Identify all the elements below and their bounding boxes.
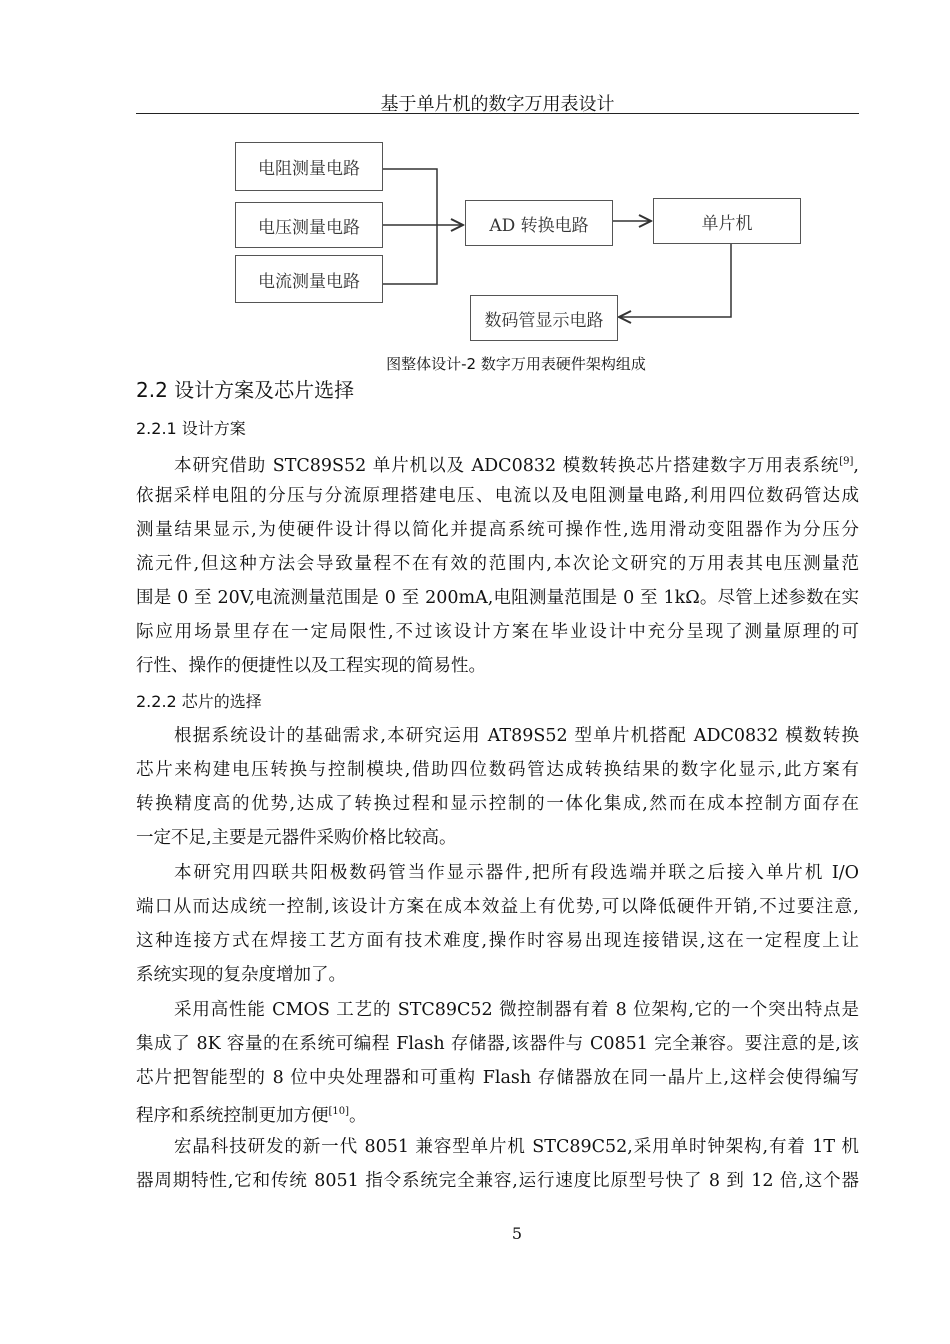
paragraph-line: 芯片来构建电压转换与控制模块,借助四位数码管达成转换结果的数字化显示,此方案有 (136, 760, 859, 780)
box-adc-circuit: AD 转换电路 (465, 200, 613, 246)
paragraph-line: 本研究借助 STC89S52 单片机以及 ADC0832 模数转换芯片搭建数字万用表系统[9], (174, 455, 859, 476)
paragraph-line: 程序和系统控制更加方便[10]。 (136, 1105, 367, 1126)
box-voltage-circuit: 电压测量电路 (235, 202, 383, 248)
paragraph-line: 转换精度高的优势,达成了转换过程和显示控制的一体化集成,然而在成本控制方面存在 (136, 794, 859, 814)
page-number: 5 (511, 1224, 523, 1243)
paragraph-line: 集成了 8K 容量的在系统可编程 Flash 存储器,该器件与 C0851 完全兼容。要注意的是,该 (136, 1034, 859, 1054)
box-display-circuit: 数码管显示电路 (470, 295, 618, 341)
paragraph-line: 流元件,但这种方法会导致量程不在有效的范围内,本次论文研究的万用表其电压测量范 (136, 554, 859, 574)
box-resistance-circuit: 电阻测量电路 (235, 142, 383, 191)
paragraph-line: 本研究用四联共阳极数码管当作显示器件,把所有段选端并联之后接入单片机 I/O (174, 863, 859, 883)
paragraph-line: 行性、操作的便捷性以及工程实现的简易性。 (136, 656, 486, 676)
paragraph-line: 采用高性能 CMOS 工艺的 STC89C52 微控制器有着 8 位架构,它的一个突出特点是 (174, 1000, 859, 1020)
section-heading: 2.2 设计方案及芯片选择 (136, 378, 355, 402)
paragraph-line: 一定不足,主要是元器件采购价格比较高。 (136, 828, 457, 848)
subsection-heading-1: 2.2.1 设计方案 (136, 419, 246, 438)
running-header: 基于单片机的数字万用表设计 (380, 94, 615, 115)
connector-mcu-to-display (619, 243, 731, 317)
paragraph-line: 宏晶科技研发的新一代 8051 兼容型单片机 STC89C52,采用单时钟架构,有着 1T 机 (174, 1137, 859, 1157)
paragraph-line: 围是 0 至 20V,电流测量范围是 0 至 200mA,电阻测量范围是 0 至 1kΩ。尽管上述参数在实 (136, 588, 859, 608)
figure-caption: 图整体设计-2 数字万用表硬件架构组成 (386, 355, 646, 373)
paragraph-line: 依据采样电阻的分压与分流原理搭建电压、电流以及电阻测量电路,利用四位数码管达成 (136, 486, 859, 506)
paragraph-line: 端口从而达成统一控制,该设计方案在成本效益上有优势,可以降低硬件开销,不过要注意, (136, 897, 859, 917)
paragraph-line: 际应用场景里存在一定局限性,不过该设计方案在毕业设计中充分呈现了测量原理的可 (136, 622, 859, 642)
paragraph-line: 器周期特性,它和传统 8051 指令系统完全兼容,运行速度比原型号快了 8 到 12 倍,这个器 (136, 1171, 859, 1191)
paragraph-line: 芯片把智能型的 8 位中央处理器和可重构 Flash 存储器放在同一晶片上,这样会使得编写 (136, 1068, 859, 1088)
box-current-circuit: 电流测量电路 (235, 255, 383, 303)
box-mcu: 单片机 (653, 198, 801, 244)
paragraph-line: 这种连接方式在焊接工艺方面有技术难度,操作时容易出现连接错误,这在一定程度上让 (136, 931, 859, 951)
subsection-heading-2: 2.2.2 芯片的选择 (136, 692, 262, 711)
connector-resistance (382, 169, 437, 284)
paragraph-line: 测量结果显示,为使硬件设计得以简化并提高系统可操作性,选用滑动变阻器作为分压分 (136, 520, 859, 540)
paragraph-line: 系统实现的复杂度增加了。 (136, 965, 346, 985)
paragraph-line: 根据系统设计的基础需求,本研究运用 AT89S52 型单片机搭配 ADC0832 模数转换 (174, 726, 859, 746)
